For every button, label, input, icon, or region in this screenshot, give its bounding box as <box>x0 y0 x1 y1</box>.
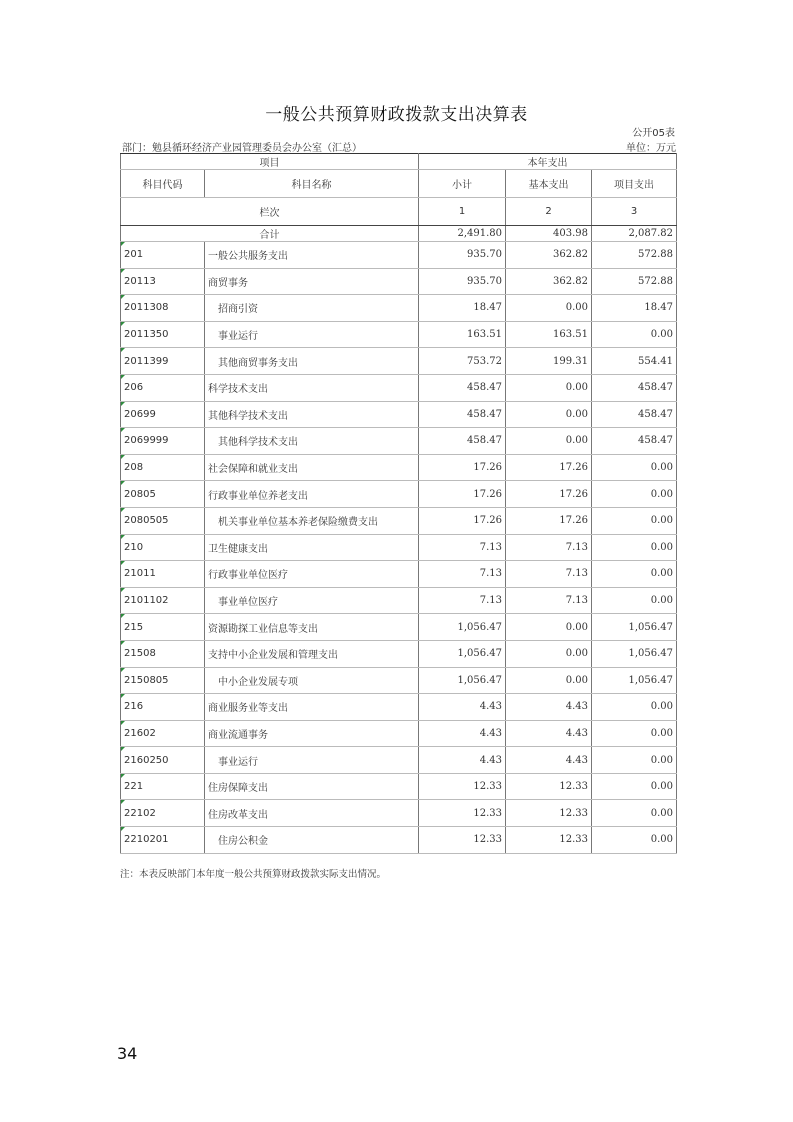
header-subtotal: 小计 <box>419 170 506 198</box>
header-index-2: 2 <box>506 198 592 226</box>
row-name: 其他商贸事务支出 <box>205 348 419 375</box>
table-row <box>121 747 677 774</box>
header-basic: 基本支出 <box>506 170 592 198</box>
row-subtotal: 4.43 <box>419 720 506 747</box>
row-subtotal: 18.47 <box>419 295 506 322</box>
row-basic: 12.33 <box>506 827 592 854</box>
row-subtotal: 458.47 <box>419 374 506 401</box>
row-project: 458.47 <box>592 428 677 455</box>
row-name: 事业单位医疗 <box>205 587 419 614</box>
report-title: 一般公共预算财政拨款支出决算表 <box>265 105 528 125</box>
table-row <box>121 374 677 401</box>
row-basic: 4.43 <box>506 747 592 774</box>
row-name: 其他科学技术支出 <box>205 401 419 428</box>
row-basic: 0.00 <box>506 667 592 694</box>
total-basic: 403.98 <box>506 226 592 242</box>
row-basic: 17.26 <box>506 507 592 534</box>
row-project: 554.41 <box>592 348 677 375</box>
row-subtotal: 4.43 <box>419 694 506 721</box>
row-subtotal: 12.33 <box>419 773 506 800</box>
row-code: 2011399 <box>121 348 205 375</box>
row-code: 208 <box>121 454 205 481</box>
header-index-1: 1 <box>419 198 506 226</box>
row-name: 商业流通事务 <box>205 720 419 747</box>
row-name: 卫生健康支出 <box>205 534 419 561</box>
total-label: 合计 <box>121 226 419 242</box>
row-code: 2210201 <box>121 827 205 854</box>
table-row <box>121 561 677 588</box>
table-row <box>121 587 677 614</box>
table-row <box>121 720 677 747</box>
row-subtotal: 935.70 <box>419 242 506 269</box>
row-project: 0.00 <box>592 720 677 747</box>
row-subtotal: 17.26 <box>419 481 506 508</box>
table-row <box>121 268 677 295</box>
row-project: 458.47 <box>592 374 677 401</box>
header-row-group <box>121 154 677 170</box>
row-code: 20805 <box>121 481 205 508</box>
row-name: 住房公积金 <box>205 827 419 854</box>
table-row <box>121 534 677 561</box>
row-name: 招商引资 <box>205 295 419 322</box>
row-subtotal: 7.13 <box>419 587 506 614</box>
table-row <box>121 401 677 428</box>
table-row <box>121 348 677 375</box>
row-project: 0.00 <box>592 747 677 774</box>
row-name: 商业服务业等支出 <box>205 694 419 721</box>
header-group-item: 项目 <box>121 154 419 170</box>
row-project: 572.88 <box>592 242 677 269</box>
row-basic: 17.26 <box>506 454 592 481</box>
row-name: 一般公共服务支出 <box>205 242 419 269</box>
row-project: 0.00 <box>592 587 677 614</box>
header-group-year: 本年支出 <box>419 154 677 170</box>
row-code: 210 <box>121 534 205 561</box>
row-basic: 0.00 <box>506 640 592 667</box>
row-code: 206 <box>121 374 205 401</box>
row-basic: 163.51 <box>506 321 592 348</box>
row-basic: 17.26 <box>506 481 592 508</box>
row-project: 1,056.47 <box>592 667 677 694</box>
row-project: 458.47 <box>592 401 677 428</box>
unit-label: 单位：万元 <box>626 143 676 154</box>
row-code: 2080505 <box>121 507 205 534</box>
row-name: 行政事业单位医疗 <box>205 561 419 588</box>
row-project: 0.00 <box>592 321 677 348</box>
row-name: 商贸事务 <box>205 268 419 295</box>
row-subtotal: 1,056.47 <box>419 614 506 641</box>
row-subtotal: 458.47 <box>419 401 506 428</box>
table-row <box>121 321 677 348</box>
row-basic: 0.00 <box>506 295 592 322</box>
form-number: 公开05表 <box>632 128 675 139</box>
header-code: 科目代码 <box>121 170 205 198</box>
row-subtotal: 1,056.47 <box>419 667 506 694</box>
table-row <box>121 827 677 854</box>
row-name: 资源勘探工业信息等支出 <box>205 614 419 641</box>
row-code: 2160250 <box>121 747 205 774</box>
row-project: 0.00 <box>592 561 677 588</box>
row-project: 0.00 <box>592 481 677 508</box>
header-index-label: 栏次 <box>121 198 419 226</box>
row-subtotal: 753.72 <box>419 348 506 375</box>
row-subtotal: 7.13 <box>419 534 506 561</box>
row-project: 0.00 <box>592 694 677 721</box>
row-project: 0.00 <box>592 534 677 561</box>
row-subtotal: 458.47 <box>419 428 506 455</box>
row-code: 21011 <box>121 561 205 588</box>
row-project: 1,056.47 <box>592 614 677 641</box>
row-project: 0.00 <box>592 454 677 481</box>
row-subtotal: 17.26 <box>419 454 506 481</box>
row-name: 机关事业单位基本养老保险缴费支出 <box>205 507 419 534</box>
row-code: 2011308 <box>121 295 205 322</box>
row-subtotal: 12.33 <box>419 827 506 854</box>
row-code: 201 <box>121 242 205 269</box>
table-row <box>121 640 677 667</box>
table-row <box>121 773 677 800</box>
row-name: 住房保障支出 <box>205 773 419 800</box>
row-subtotal: 4.43 <box>419 747 506 774</box>
row-name: 住房改革支出 <box>205 800 419 827</box>
row-code: 2150805 <box>121 667 205 694</box>
header-project: 项目支出 <box>592 170 677 198</box>
table-row <box>121 481 677 508</box>
header-row-columns <box>121 170 677 198</box>
row-name: 科学技术支出 <box>205 374 419 401</box>
row-name: 中小企业发展专项 <box>205 667 419 694</box>
row-basic: 7.13 <box>506 587 592 614</box>
total-row <box>121 226 677 242</box>
row-code: 221 <box>121 773 205 800</box>
row-basic: 7.13 <box>506 534 592 561</box>
row-subtotal: 7.13 <box>419 561 506 588</box>
row-code: 215 <box>121 614 205 641</box>
table-row <box>121 295 677 322</box>
row-basic: 12.33 <box>506 773 592 800</box>
header-row-index <box>121 198 677 226</box>
row-subtotal: 163.51 <box>419 321 506 348</box>
row-code: 216 <box>121 694 205 721</box>
row-subtotal: 12.33 <box>419 800 506 827</box>
row-basic: 0.00 <box>506 401 592 428</box>
department-label: 部门：勉县循环经济产业园管理委员会办公室（汇总） <box>122 143 362 154</box>
row-name: 事业运行 <box>205 321 419 348</box>
row-code: 2069999 <box>121 428 205 455</box>
row-basic: 7.13 <box>506 561 592 588</box>
row-project: 18.47 <box>592 295 677 322</box>
row-name: 事业运行 <box>205 747 419 774</box>
row-subtotal: 17.26 <box>419 507 506 534</box>
header-index-3: 3 <box>592 198 677 226</box>
table-note: 注：本表反映部门本年度一般公共预算财政拨款实际支出情况。 <box>120 869 387 880</box>
budget-table <box>120 153 677 854</box>
row-basic: 4.43 <box>506 720 592 747</box>
row-basic: 362.82 <box>506 268 592 295</box>
row-name: 其他科学技术支出 <box>205 428 419 455</box>
table-row <box>121 507 677 534</box>
table-row <box>121 242 677 269</box>
row-name: 社会保障和就业支出 <box>205 454 419 481</box>
row-name: 行政事业单位养老支出 <box>205 481 419 508</box>
row-basic: 362.82 <box>506 242 592 269</box>
table-row <box>121 614 677 641</box>
row-basic: 0.00 <box>506 428 592 455</box>
row-project: 1,056.47 <box>592 640 677 667</box>
row-project: 0.00 <box>592 773 677 800</box>
table-row <box>121 800 677 827</box>
row-basic: 4.43 <box>506 694 592 721</box>
row-basic: 0.00 <box>506 374 592 401</box>
row-code: 21508 <box>121 640 205 667</box>
row-basic: 199.31 <box>506 348 592 375</box>
header-name: 科目名称 <box>205 170 419 198</box>
total-subtotal: 2,491.80 <box>419 226 506 242</box>
row-code: 2011350 <box>121 321 205 348</box>
page-number: 34 <box>117 1044 138 1063</box>
total-project: 2,087.82 <box>592 226 677 242</box>
row-project: 0.00 <box>592 800 677 827</box>
table-row <box>121 454 677 481</box>
row-project: 0.00 <box>592 827 677 854</box>
row-code: 2101102 <box>121 587 205 614</box>
row-code: 20699 <box>121 401 205 428</box>
row-code: 21602 <box>121 720 205 747</box>
table-row <box>121 694 677 721</box>
row-name: 支持中小企业发展和管理支出 <box>205 640 419 667</box>
row-code: 22102 <box>121 800 205 827</box>
table-row <box>121 428 677 455</box>
row-project: 0.00 <box>592 507 677 534</box>
table-row <box>121 667 677 694</box>
row-project: 572.88 <box>592 268 677 295</box>
row-subtotal: 935.70 <box>419 268 506 295</box>
row-basic: 12.33 <box>506 800 592 827</box>
row-subtotal: 1,056.47 <box>419 640 506 667</box>
row-code: 20113 <box>121 268 205 295</box>
row-basic: 0.00 <box>506 614 592 641</box>
